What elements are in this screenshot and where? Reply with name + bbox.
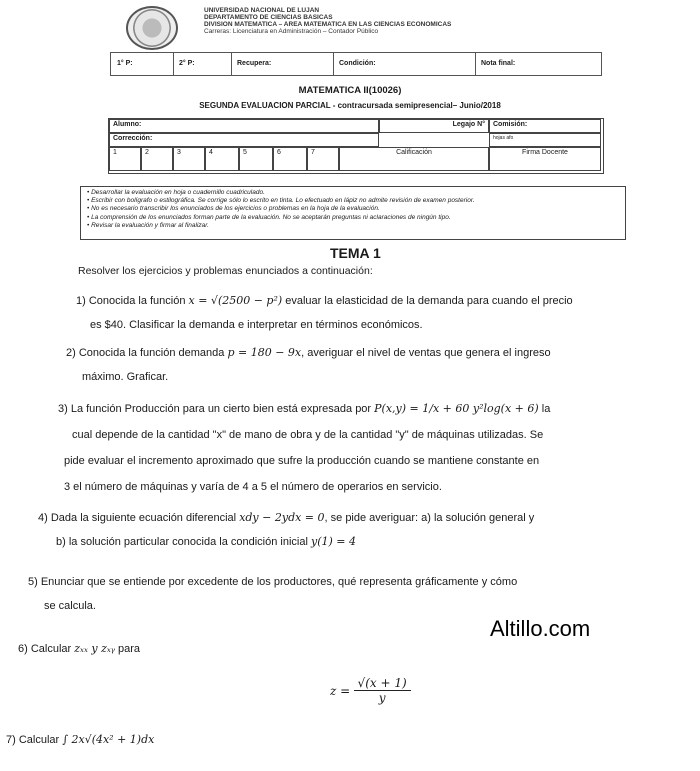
question-4: 4) Dada la siguiente ecuación diferencial xdy − 2ydx = 0, se pide averiguar: a) la solución general y b) la solución particular conocida la condición inicial y(1) = 4 xyxy=(38,511,535,548)
department-name: DEPARTAMENTO DE CIENCIAS BASICAS xyxy=(204,14,333,21)
second-partial-field: 2° P: xyxy=(173,53,232,75)
sheets-hint: hojas afo xyxy=(489,133,601,147)
exercise-col: 2 xyxy=(141,147,173,171)
grades-bar xyxy=(110,52,602,76)
exam-instructions-box xyxy=(80,186,626,240)
university-name: UNIVERSIDAD NACIONAL DE LUJAN xyxy=(204,7,320,14)
course-title: MATEMATICA II(10026) xyxy=(298,85,402,96)
exercise-col: 1 xyxy=(109,147,141,171)
numerator: √(x + 1) xyxy=(354,676,411,691)
question-6-equation: z = $\frac{√(x + 1)}{y}$ xyxy=(330,676,411,705)
question-6: 6) Calcular zₓₓ y zₓᵧ para xyxy=(18,642,140,655)
exercise-col: 5 xyxy=(239,147,273,171)
question-7: 7) Calcular ∫ 2x√(4x² + 1)dx xyxy=(6,733,155,746)
exam-subtitle: SEGUNDA EVALUACION PARCIAL - contracursada semipresencial– Junio/2018 xyxy=(199,101,501,110)
student-info-table xyxy=(108,118,604,174)
question-2: 2) Conocida la función demanda p = 180 − 9x, averiguar el nivel de ventas que genera el ingreso máximo. Graficar. xyxy=(66,346,551,383)
legajo-cell: Legajo N° xyxy=(379,119,489,133)
division-name: DIVISION MATEMATICA – AREA MATEMATICA EN LAS CIENCIAS ECONOMICAS xyxy=(204,21,452,28)
instruction-item: • Escribir con bolígrafo o estilográfica. Se corrige sólo lo escrito en tinta. Lo efectuado en lápiz no admite revisión de examen posterior. xyxy=(87,197,619,205)
exercise-col: 4 xyxy=(205,147,239,171)
exercise-col: 7 xyxy=(307,147,339,171)
fraction xyxy=(354,676,411,705)
formula: zₓₓ y zₓᵧ xyxy=(74,642,115,655)
first-partial-field: 1° P: xyxy=(111,53,174,75)
formula: xdy − 2ydx = 0 xyxy=(239,511,325,524)
formula: x = √(2500 − p²) xyxy=(188,294,283,307)
student-name-cell: Alumno: xyxy=(109,119,379,133)
instruction-item: • La comprensión de los enunciados forman parte de la evaluación. No se aceptarán preguntas ni aclaraciones de ningún tipo. xyxy=(87,214,619,222)
teacher-signature-cell: Firma Docente xyxy=(489,147,601,171)
comision-cell: Comisión: xyxy=(489,119,601,133)
exercise-col: 6 xyxy=(273,147,307,171)
instructions-line: Resolver los ejercicios y problemas enunciados a continuación: xyxy=(78,265,373,277)
final-grade-field: Nota final: xyxy=(481,60,516,67)
correction-cell: Corrección: xyxy=(109,133,379,147)
career-name: Carreras: Licenciatura en Administración – Contador Público xyxy=(204,28,379,35)
university-seal xyxy=(126,6,178,50)
question-1: 1) Conocida la función x = √(2500 − p²) evaluar la elasticidad de la demanda para cuando el precio es $40. Clasificar la demanda e interpretar en términos económicos. xyxy=(76,294,573,331)
altillo-watermark: Altillo.com xyxy=(490,616,591,641)
exercise-col: 3 xyxy=(173,147,205,171)
formula: p = 180 − 9x xyxy=(227,346,302,359)
question-3: 3) La función Producción para un cierto bien está expresada por P(x,y) = 1/x + 60 y²log(x + 6) la cual depende de la cantidad "x" de mano de obra y de la cantidad "y" de máquinas utilizadas. Se pide evaluar el incremento aproximado que sufre la producción cuando se mantiene constante en 3 el número de máquinas y varía de 4 a 5 el número de operarios en servicio. xyxy=(58,402,551,493)
instruction-item: • Revisar la evaluación y firmar al finalizar. xyxy=(87,222,619,230)
denominator: y xyxy=(378,691,386,705)
instruction-item: • Desarrollar la evaluación en hoja o cuadernillo cuadriculado. xyxy=(87,189,619,197)
question-5: 5) Enunciar que se entiende por excedente de los productores, qué representa gráficamente y cómo se calcula. xyxy=(28,576,518,612)
formula: ∫ 2x√(4x² + 1)dx xyxy=(62,733,155,746)
condition-field: Condición: xyxy=(333,53,476,75)
recovery-field: Recupera: xyxy=(231,53,334,75)
formula: P(x,y) = 1/x + 60 y²log(x + 6) xyxy=(374,402,539,415)
formula: y(1) = 4 xyxy=(310,535,356,548)
instruction-item: • No es necesario transcribir los enunciados de los ejercicios o problemas en la hoja de la evaluación. xyxy=(87,205,619,213)
grade-cell: Calificación xyxy=(339,147,489,171)
tema-heading: TEMA 1 xyxy=(330,245,381,261)
